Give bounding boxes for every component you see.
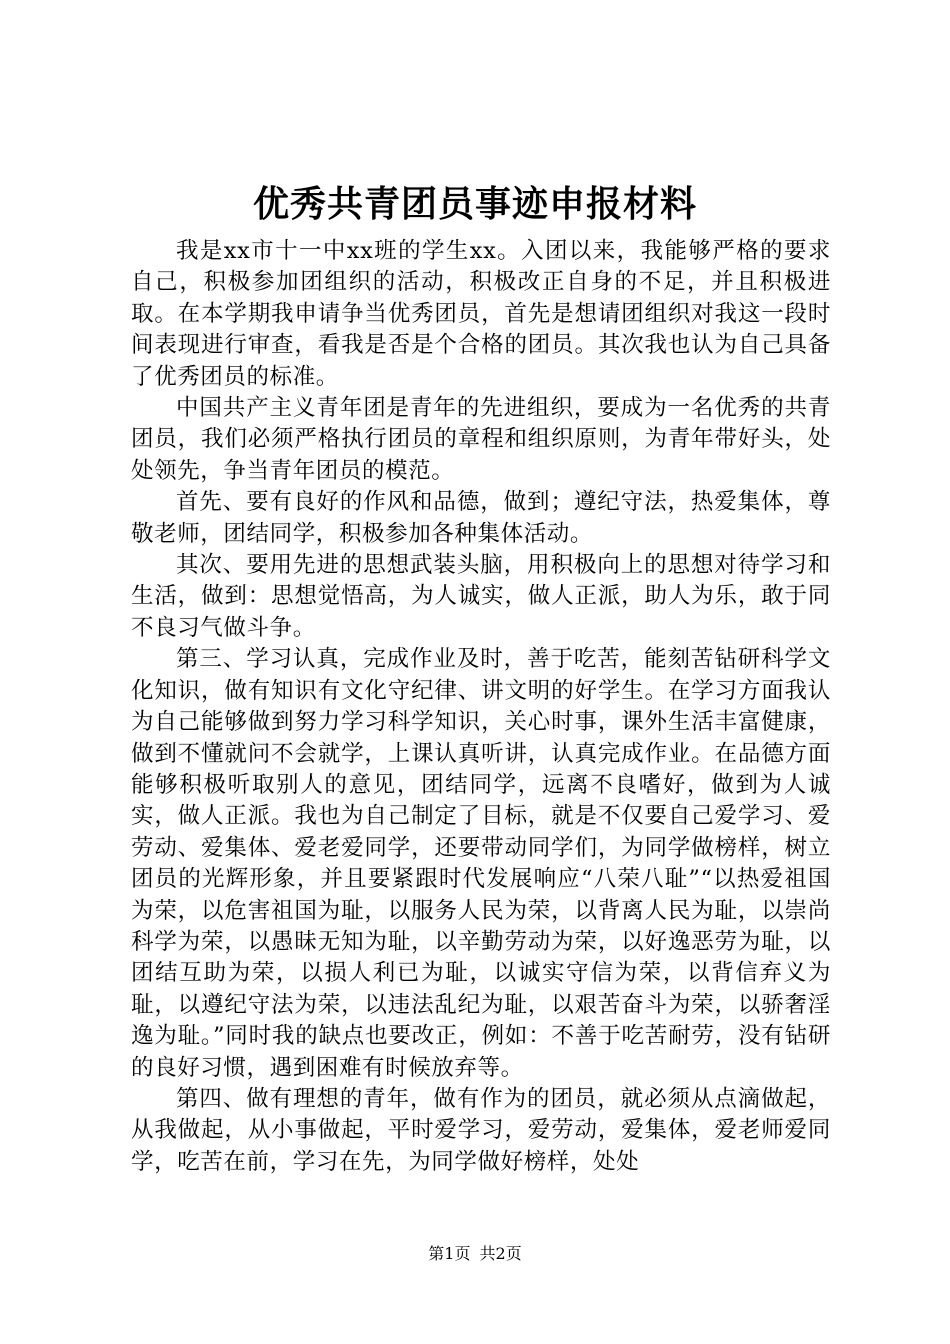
document-title: 优秀共青团员事迹申报材料 xyxy=(252,183,697,225)
page-total: 共2页 xyxy=(479,1244,522,1263)
paragraph-second-point: 其次、要用先进的思想武装头脑，用积极向上的思想对待学习和生活，做到：思想觉悟高，为人诚实，做人正派，助人为乐，敢于同不良习气做斗争。 xyxy=(131,552,831,641)
page-footer xyxy=(0,1244,950,1264)
paragraph-third-point: 第三、学习认真，完成作业及时，善于吃苦，能刻苦钻研科学文化知识，做有知识有文化守纪律、讲文明的好学生。在学习方面我认为自己能够做到努力学习科学知识，关心时事，课外生活丰富健康，做到不懂就问不会就学，上课认真听讲，认真完成作业。在品德方面能够积极听取别人的意见，团结同学，远离不良嗜好，做到为人诚实，做人正派。我也为自己制定了目标，就是不仅要自己爱学习、爱劳动、爱集体、爱老爱同学，还要带动同学们，为同学做榜样，树立团员的光辉形象，并且要紧跟时代发展响应“八荣八耻”“以热爱祖国为荣，以危害祖国为耻，以服务人民为荣，以背离人民为耻，以崇尚科学为荣，以愚昧无知为耻，以辛勤劳动为荣，以好逸恶劳为耻，以团结互助为荣，以损人利已为耻，以诚实守信为荣，以背信弃义为耻，以遵纪守法为荣，以违法乱纪为耻，以艰苦奋斗为荣，以骄奢淫逸为耻。”同时我的缺点也要改正，例如：不善于吃苦耐劳，没有钻研的良好习惯，遇到困难有时候放弃等。 xyxy=(131,646,831,1081)
paragraph-first-point: 首先、要有良好的作风和品德，做到；遵纪守法，热爱集体，尊敬老师，团结同学，积极参加各种集体活动。 xyxy=(131,489,831,547)
paragraph-league-organization: 中国共产主义青年团是青年的先进组织，要成为一名优秀的共青团员，我们必须严格执行团员的章程和组织原则，为青年带好头，处处领先，争当青年团员的模范。 xyxy=(131,395,831,484)
paragraph-fourth-point: 第四、做有理想的青年，做有作为的团员，就必须从点滴做起，从我做起，从小事做起，平时爱学习，爱劳动，爱集体，爱老师爱同学，吃苦在前，学习在先，为同学做好榜样，处处 xyxy=(131,1085,831,1175)
document-body xyxy=(131,236,831,1178)
paragraph-intro: 我是xx市十一中xx班的学生xx。入团以来，我能够严格的要求自己，积极参加团组织的活动，积极改正自身的不足，并且积极进取。在本学期我申请争当优秀团员，首先是想请团组织对我这一段时间表现进行审查，看我是否是个合格的团员。其次我也认为自己具备了优秀团员的标准。 xyxy=(131,238,831,390)
page-number: 第1页 xyxy=(428,1244,471,1263)
